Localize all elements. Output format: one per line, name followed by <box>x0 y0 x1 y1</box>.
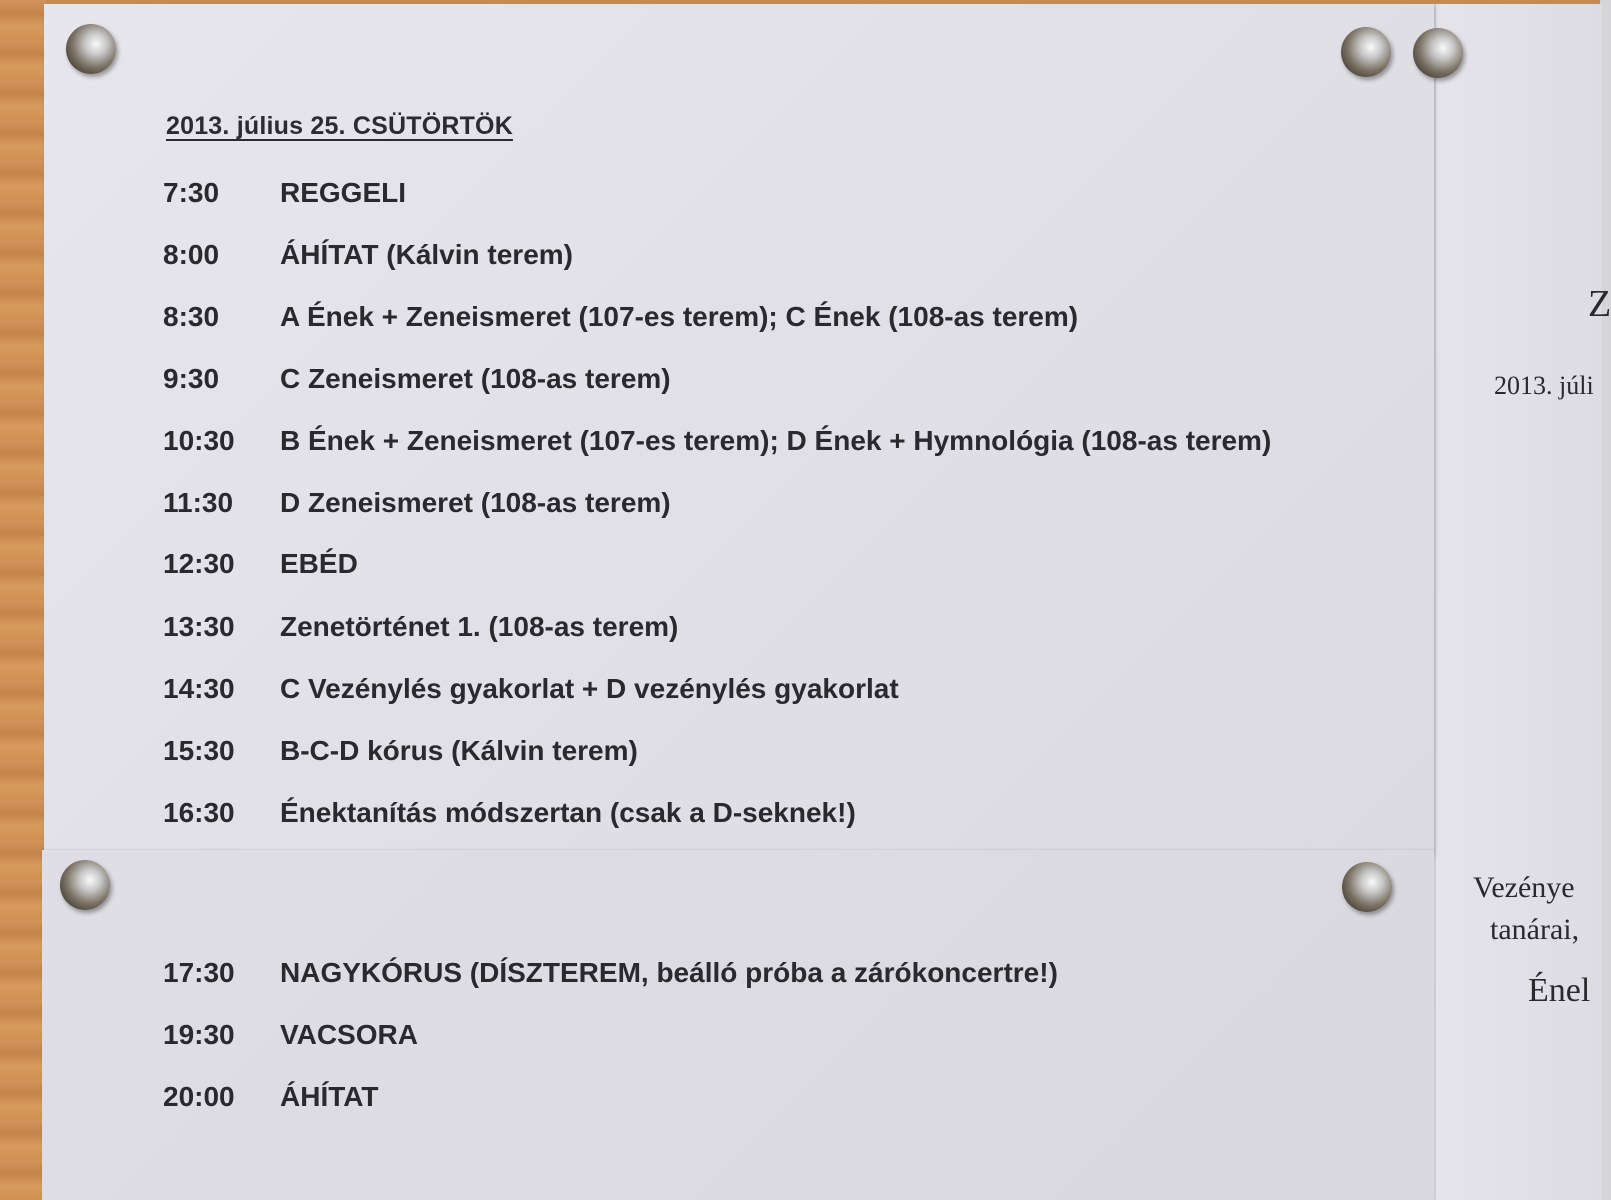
pushpin-icon <box>1413 28 1463 78</box>
schedule-event: ÁHÍTAT <box>280 1081 379 1112</box>
pushpin-icon <box>1341 27 1391 77</box>
schedule-time: 11:30 <box>163 487 234 518</box>
pushpin-icon <box>66 24 116 74</box>
schedule-time: 17:30 <box>163 957 235 988</box>
schedule-event: B Ének + Zeneismeret (107-es terem); D Ének + Hymnológia (108-as terem) <box>280 425 1272 456</box>
schedule-event: C Vezénylés gyakorlat + D vezénylés gyakorlat <box>280 673 899 704</box>
date-heading: 2013. július 25. CSÜTÖRTÖK <box>166 112 513 140</box>
pushpin-icon <box>1342 862 1392 912</box>
schedule-time: 7:30 <box>163 177 220 208</box>
schedule-event: ÁHÍTAT (Kálvin terem) <box>280 239 573 270</box>
schedule-time: 13:30 <box>163 611 235 642</box>
schedule-time: 15:30 <box>163 735 235 766</box>
schedule-time: 9:30 <box>163 363 220 394</box>
schedule-time: 14:30 <box>163 673 235 704</box>
schedule-time: 20:00 <box>163 1081 235 1112</box>
adjacent-sheet-fragment: Vezénye <box>1473 871 1575 904</box>
pushpin-icon <box>60 860 110 910</box>
schedule-event: VACSORA <box>280 1019 418 1050</box>
schedule-time: 10:30 <box>163 425 235 456</box>
adjacent-sheet-fragment: Z <box>1588 283 1611 325</box>
schedule-event: C Zeneismeret (108-as terem) <box>280 363 671 394</box>
wooden-board-edge <box>0 0 46 1200</box>
adjacent-sheet-fragment: Énel <box>1528 972 1591 1009</box>
schedule-event: REGGELI <box>280 177 407 208</box>
schedule-event: Énektanítás módszertan (csak a D-seknek!) <box>280 797 856 828</box>
schedule-event: Zenetörténet 1. (108-as terem) <box>280 611 679 642</box>
schedule-time: 16:30 <box>163 797 235 828</box>
schedule-event: D Zeneismeret (108-as terem) <box>280 487 671 518</box>
schedule-event: B-C-D kórus (Kálvin terem) <box>280 735 638 766</box>
schedule-event: NAGYKÓRUS (DÍSZTEREM, beálló próba a zárókoncertre!) <box>280 957 1058 988</box>
schedule-time: 8:00 <box>163 239 220 270</box>
schedule-time: 19:30 <box>163 1019 235 1050</box>
schedule-time: 8:30 <box>163 301 220 332</box>
schedule-event: A Ének + Zeneismeret (107-es terem); C Ének (108-as terem) <box>280 301 1079 332</box>
schedule-event: EBÉD <box>280 548 358 579</box>
adjacent-paper-sheet <box>1434 4 1611 1200</box>
adjacent-sheet-fragment: tanárai, <box>1490 913 1580 946</box>
adjacent-sheet-fragment: 2013. júli <box>1494 371 1594 400</box>
schedule-time: 12:30 <box>163 548 235 579</box>
